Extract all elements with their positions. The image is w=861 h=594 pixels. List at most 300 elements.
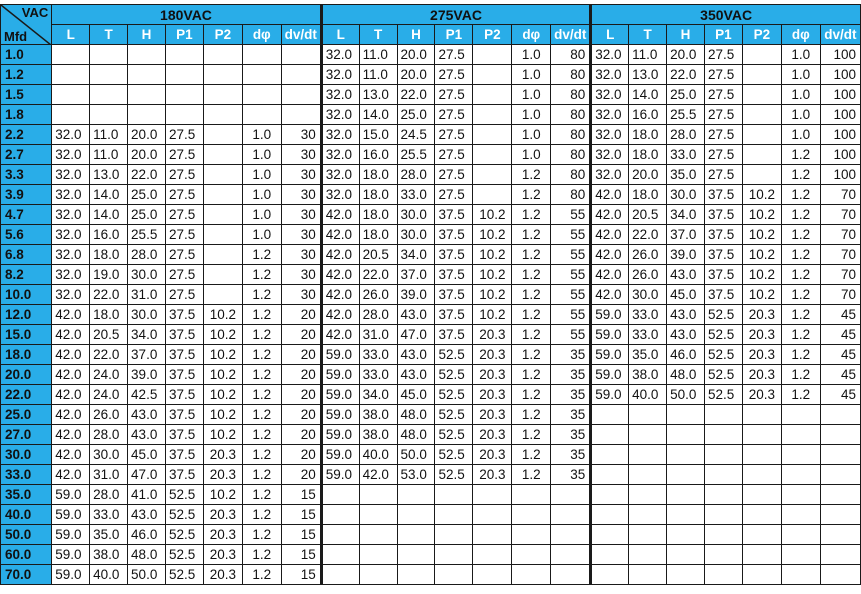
cell-v350-0: 32.0 xyxy=(591,45,629,65)
cell-v180-2: 50.0 xyxy=(128,565,166,585)
cell-v350-1 xyxy=(629,425,667,445)
cell-v275-6: 80 xyxy=(551,145,591,165)
cell-v350-2: 33.0 xyxy=(667,145,705,165)
cell-v180-4 xyxy=(203,185,242,205)
cell-v275-6 xyxy=(551,545,591,565)
cell-v180-2: 22.0 xyxy=(128,165,166,185)
cell-v275-6 xyxy=(551,565,591,585)
cell-v180-4: 10.2 xyxy=(203,325,242,345)
cell-v180-1: 33.0 xyxy=(90,505,128,525)
mfd-value: 50.0 xyxy=(1,525,52,545)
cell-v275-2: 30.0 xyxy=(397,225,435,245)
cell-v275-2: 37.0 xyxy=(397,265,435,285)
cell-v180-2: 43.0 xyxy=(128,425,166,445)
cell-v275-0: 32.0 xyxy=(321,185,359,205)
cell-v180-5: 1.2 xyxy=(242,445,281,465)
cell-v350-2: 28.0 xyxy=(667,125,705,145)
cell-v275-0 xyxy=(321,505,359,525)
cell-v275-4: 20.3 xyxy=(473,325,512,345)
cell-v350-1 xyxy=(629,565,667,585)
cell-v275-5: 1.2 xyxy=(512,345,551,365)
table-row xyxy=(1,225,861,245)
cell-v275-5: 1.2 xyxy=(512,425,551,445)
mfd-value: 6.8 xyxy=(1,245,52,265)
cell-v180-5: 1.0 xyxy=(242,145,281,165)
cell-v180-6: 20 xyxy=(281,425,321,445)
mfd-value: 12.0 xyxy=(1,305,52,325)
cell-v350-4: 10.2 xyxy=(742,185,781,205)
cell-v350-6 xyxy=(820,485,860,505)
table-row xyxy=(1,385,861,405)
cell-v350-3 xyxy=(704,505,742,525)
column-header-180vac-0: L xyxy=(52,25,90,45)
cell-v275-0: 59.0 xyxy=(321,345,359,365)
table-row xyxy=(1,145,861,165)
cell-v350-0: 59.0 xyxy=(591,345,629,365)
cell-v275-2: 53.0 xyxy=(397,465,435,485)
cell-v180-6: 30 xyxy=(281,165,321,185)
cell-v180-3: 52.5 xyxy=(165,485,203,505)
cell-v180-2: 25.5 xyxy=(128,225,166,245)
cell-v350-6: 45 xyxy=(820,305,860,325)
cell-v180-4: 10.2 xyxy=(203,425,242,445)
cell-v275-3 xyxy=(435,505,473,525)
cell-v275-5: 1.0 xyxy=(512,65,551,85)
cell-v350-0 xyxy=(591,425,629,445)
cell-v275-3: 37.5 xyxy=(435,225,473,245)
cell-v180-1: 20.5 xyxy=(90,325,128,345)
cell-v350-0 xyxy=(591,465,629,485)
cell-v180-3: 37.5 xyxy=(165,425,203,445)
column-header-180vac-2: H xyxy=(128,25,166,45)
cell-v180-3: 37.5 xyxy=(165,365,203,385)
corner-cell xyxy=(1,5,52,45)
cell-v180-0: 32.0 xyxy=(52,265,90,285)
cell-v275-0: 32.0 xyxy=(321,105,359,125)
cell-v350-1: 38.0 xyxy=(629,365,667,385)
cell-v350-0 xyxy=(591,545,629,565)
cell-v180-6: 20 xyxy=(281,325,321,345)
cell-v180-4 xyxy=(203,225,242,245)
cell-v275-4 xyxy=(473,565,512,585)
cell-v350-6: 70 xyxy=(820,245,860,265)
cell-v180-6: 15 xyxy=(281,545,321,565)
cell-v350-0 xyxy=(591,405,629,425)
cell-v275-1 xyxy=(359,525,397,545)
cell-v275-0: 42.0 xyxy=(321,205,359,225)
table-body xyxy=(1,45,861,585)
cell-v350-4 xyxy=(742,445,781,465)
cell-v180-0: 42.0 xyxy=(52,465,90,485)
cell-v180-0: 32.0 xyxy=(52,145,90,165)
cell-v180-0: 42.0 xyxy=(52,305,90,325)
cell-v350-3: 27.5 xyxy=(704,45,742,65)
cell-v350-3: 27.5 xyxy=(704,85,742,105)
cell-v275-5: 1.2 xyxy=(512,205,551,225)
cell-v180-2: 41.0 xyxy=(128,485,166,505)
cell-v180-4 xyxy=(203,65,242,85)
cell-v180-3: 52.5 xyxy=(165,565,203,585)
cell-v350-2: 30.0 xyxy=(667,185,705,205)
column-header-275vac-6: dv/dt xyxy=(551,25,591,45)
cell-v275-5: 1.2 xyxy=(512,305,551,325)
cell-v275-3: 37.5 xyxy=(435,305,473,325)
table-row xyxy=(1,85,861,105)
cell-v180-2: 43.0 xyxy=(128,505,166,525)
cell-v350-3 xyxy=(704,525,742,545)
cell-v275-0: 32.0 xyxy=(321,145,359,165)
cell-v350-5: 1.0 xyxy=(781,105,820,125)
cell-v275-2: 50.0 xyxy=(397,445,435,465)
cell-v350-1 xyxy=(629,505,667,525)
cell-v350-5 xyxy=(781,565,820,585)
cell-v180-3 xyxy=(165,85,203,105)
cell-v350-1: 16.0 xyxy=(629,105,667,125)
cell-v350-6: 70 xyxy=(820,205,860,225)
table-row xyxy=(1,285,861,305)
cell-v275-4 xyxy=(473,85,512,105)
cell-v180-2: 47.0 xyxy=(128,465,166,485)
cell-v350-0: 42.0 xyxy=(591,245,629,265)
table-row xyxy=(1,365,861,385)
cell-v180-0 xyxy=(52,105,90,125)
cell-v180-6: 15 xyxy=(281,505,321,525)
cell-v180-5: 1.2 xyxy=(242,265,281,285)
column-header-180vac-5: dφ xyxy=(242,25,281,45)
cell-v350-2: 25.5 xyxy=(667,105,705,125)
cell-v350-6: 100 xyxy=(820,65,860,85)
cell-v350-1: 35.0 xyxy=(629,345,667,365)
cell-v350-4 xyxy=(742,125,781,145)
table-row xyxy=(1,345,861,365)
cell-v275-1: 40.0 xyxy=(359,445,397,465)
cell-v275-3: 27.5 xyxy=(435,105,473,125)
cell-v180-6: 30 xyxy=(281,265,321,285)
cell-v350-1 xyxy=(629,465,667,485)
table-row xyxy=(1,125,861,145)
cell-v350-0 xyxy=(591,525,629,545)
cell-v180-6: 30 xyxy=(281,245,321,265)
mfd-value: 4.7 xyxy=(1,205,52,225)
cell-v350-4 xyxy=(742,65,781,85)
cell-v350-4: 10.2 xyxy=(742,245,781,265)
cell-v275-3: 27.5 xyxy=(435,185,473,205)
column-header-180vac-6: dv/dt xyxy=(281,25,321,45)
cell-v350-2 xyxy=(667,545,705,565)
table-row xyxy=(1,265,861,285)
cell-v275-2 xyxy=(397,505,435,525)
cell-v275-6: 35 xyxy=(551,425,591,445)
cell-v180-4: 20.3 xyxy=(203,525,242,545)
cell-v275-5: 1.2 xyxy=(512,265,551,285)
cell-v180-1: 26.0 xyxy=(90,405,128,425)
cell-v275-2: 43.0 xyxy=(397,305,435,325)
cell-v350-3 xyxy=(704,405,742,425)
cell-v350-4 xyxy=(742,425,781,445)
cell-v350-2: 43.0 xyxy=(667,265,705,285)
cell-v350-1 xyxy=(629,445,667,465)
cell-v275-5 xyxy=(512,525,551,545)
cell-v275-1 xyxy=(359,545,397,565)
cell-v275-6: 35 xyxy=(551,345,591,365)
cell-v275-0: 59.0 xyxy=(321,465,359,485)
cell-v350-3: 37.5 xyxy=(704,185,742,205)
cell-v180-2 xyxy=(128,105,166,125)
cell-v350-4: 10.2 xyxy=(742,205,781,225)
cell-v180-1: 22.0 xyxy=(90,285,128,305)
cell-v180-6: 15 xyxy=(281,525,321,545)
cell-v350-4 xyxy=(742,565,781,585)
cell-v180-0: 42.0 xyxy=(52,365,90,385)
cell-v180-1: 31.0 xyxy=(90,465,128,485)
cell-v275-1: 38.0 xyxy=(359,425,397,445)
cell-v275-4 xyxy=(473,185,512,205)
cell-v275-3: 27.5 xyxy=(435,145,473,165)
cell-v350-1: 33.0 xyxy=(629,305,667,325)
cell-v275-3: 52.5 xyxy=(435,445,473,465)
cell-v180-0: 42.0 xyxy=(52,405,90,425)
cell-v275-5: 1.2 xyxy=(512,365,551,385)
cell-v180-2: 39.0 xyxy=(128,365,166,385)
cell-v180-1: 24.0 xyxy=(90,385,128,405)
cell-v180-2: 46.0 xyxy=(128,525,166,545)
cell-v350-5: 1.2 xyxy=(781,245,820,265)
cell-v180-2: 25.0 xyxy=(128,205,166,225)
cell-v275-0 xyxy=(321,565,359,585)
cell-v180-0: 59.0 xyxy=(52,505,90,525)
cell-v275-0: 32.0 xyxy=(321,125,359,145)
cell-v275-4: 10.2 xyxy=(473,265,512,285)
cell-v275-0: 32.0 xyxy=(321,165,359,185)
cell-v350-1: 18.0 xyxy=(629,185,667,205)
mfd-value: 2.2 xyxy=(1,125,52,145)
cell-v180-5: 1.0 xyxy=(242,225,281,245)
cell-v350-1: 22.0 xyxy=(629,225,667,245)
cell-v180-6: 30 xyxy=(281,225,321,245)
cell-v275-6: 80 xyxy=(551,105,591,125)
cell-v180-1: 16.0 xyxy=(90,225,128,245)
cell-v180-5: 1.0 xyxy=(242,205,281,225)
cell-v275-0: 59.0 xyxy=(321,425,359,445)
cell-v180-2: 45.0 xyxy=(128,445,166,465)
cell-v350-1: 11.0 xyxy=(629,45,667,65)
cell-v275-2: 24.5 xyxy=(397,125,435,145)
cell-v275-1 xyxy=(359,485,397,505)
cell-v180-0: 32.0 xyxy=(52,165,90,185)
cell-v350-1: 40.0 xyxy=(629,385,667,405)
cell-v350-6: 70 xyxy=(820,265,860,285)
cell-v180-3: 52.5 xyxy=(165,525,203,545)
cell-v180-1: 38.0 xyxy=(90,545,128,565)
cell-v275-3 xyxy=(435,545,473,565)
cell-v275-5: 1.0 xyxy=(512,85,551,105)
cell-v275-4: 20.3 xyxy=(473,385,512,405)
cell-v180-4 xyxy=(203,265,242,285)
cell-v350-2: 43.0 xyxy=(667,305,705,325)
cell-v275-5 xyxy=(512,545,551,565)
cell-v350-6 xyxy=(820,405,860,425)
cell-v180-4 xyxy=(203,285,242,305)
cell-v275-6: 55 xyxy=(551,225,591,245)
cell-v350-0: 32.0 xyxy=(591,125,629,145)
cell-v275-6: 80 xyxy=(551,65,591,85)
mfd-value: 33.0 xyxy=(1,465,52,485)
cell-v350-4: 20.3 xyxy=(742,385,781,405)
cell-v350-5 xyxy=(781,405,820,425)
cell-v350-5 xyxy=(781,505,820,525)
cell-v350-2 xyxy=(667,425,705,445)
cell-v275-4: 20.3 xyxy=(473,345,512,365)
cell-v275-5: 1.0 xyxy=(512,145,551,165)
cell-v180-6: 30 xyxy=(281,185,321,205)
cell-v275-6 xyxy=(551,485,591,505)
cell-v275-0 xyxy=(321,545,359,565)
column-header-275vac-1: T xyxy=(359,25,397,45)
column-header-350vac-5: dφ xyxy=(781,25,820,45)
cell-v180-2: 34.0 xyxy=(128,325,166,345)
cell-v180-3: 37.5 xyxy=(165,445,203,465)
cell-v275-6: 80 xyxy=(551,185,591,205)
cell-v350-5 xyxy=(781,445,820,465)
cell-v275-0: 42.0 xyxy=(321,225,359,245)
mfd-value: 1.8 xyxy=(1,105,52,125)
mfd-value: 40.0 xyxy=(1,505,52,525)
cell-v275-5 xyxy=(512,565,551,585)
table-row xyxy=(1,525,861,545)
group-header-275vac: 275VAC xyxy=(321,5,591,25)
cell-v350-5 xyxy=(781,485,820,505)
cell-v275-5: 1.2 xyxy=(512,285,551,305)
cell-v180-1: 22.0 xyxy=(90,345,128,365)
cell-v275-4 xyxy=(473,145,512,165)
cell-v350-1: 18.0 xyxy=(629,145,667,165)
cell-v350-4 xyxy=(742,85,781,105)
cell-v180-4: 10.2 xyxy=(203,405,242,425)
cell-v275-1: 22.0 xyxy=(359,265,397,285)
cell-v350-2 xyxy=(667,525,705,545)
cell-v275-5: 1.2 xyxy=(512,385,551,405)
cell-v275-1: 33.0 xyxy=(359,365,397,385)
cell-v180-3: 37.5 xyxy=(165,385,203,405)
cell-v275-6: 55 xyxy=(551,325,591,345)
cell-v275-0 xyxy=(321,485,359,505)
table-row xyxy=(1,185,861,205)
cell-v275-1: 16.0 xyxy=(359,145,397,165)
cell-v275-1: 18.0 xyxy=(359,165,397,185)
cell-v180-2: 37.0 xyxy=(128,345,166,365)
cell-v350-3: 27.5 xyxy=(704,165,742,185)
cell-v180-3: 27.5 xyxy=(165,265,203,285)
cell-v350-2 xyxy=(667,465,705,485)
cell-v350-6: 45 xyxy=(820,325,860,345)
cell-v180-3 xyxy=(165,65,203,85)
cell-v180-5: 1.2 xyxy=(242,385,281,405)
cell-v180-2: 30.0 xyxy=(128,265,166,285)
table-row xyxy=(1,165,861,185)
cell-v275-1: 18.0 xyxy=(359,205,397,225)
cell-v275-0: 42.0 xyxy=(321,285,359,305)
cell-v275-2: 43.0 xyxy=(397,345,435,365)
cell-v275-2 xyxy=(397,525,435,545)
cell-v275-4 xyxy=(473,165,512,185)
cell-v275-0: 42.0 xyxy=(321,325,359,345)
cell-v275-4 xyxy=(473,485,512,505)
cell-v350-2 xyxy=(667,485,705,505)
cell-v180-5: 1.2 xyxy=(242,345,281,365)
cell-v350-2: 43.0 xyxy=(667,325,705,345)
cell-v275-3: 52.5 xyxy=(435,405,473,425)
cell-v350-5: 1.0 xyxy=(781,85,820,105)
cell-v275-2 xyxy=(397,485,435,505)
cell-v180-6: 30 xyxy=(281,145,321,165)
cell-v180-5: 1.0 xyxy=(242,185,281,205)
cell-v350-3 xyxy=(704,485,742,505)
mfd-value: 25.0 xyxy=(1,405,52,425)
group-header-350vac: 350VAC xyxy=(591,5,861,25)
cell-v350-4 xyxy=(742,465,781,485)
cell-v350-5: 1.0 xyxy=(781,125,820,145)
cell-v275-6: 55 xyxy=(551,305,591,325)
cell-v180-1: 18.0 xyxy=(90,245,128,265)
mfd-value: 15.0 xyxy=(1,325,52,345)
cell-v275-1: 18.0 xyxy=(359,185,397,205)
cell-v180-6 xyxy=(281,85,321,105)
cell-v180-5: 1.2 xyxy=(242,525,281,545)
cell-v350-5 xyxy=(781,545,820,565)
mfd-value: 3.3 xyxy=(1,165,52,185)
cell-v180-4: 10.2 xyxy=(203,305,242,325)
cell-v275-3 xyxy=(435,485,473,505)
cell-v180-6: 20 xyxy=(281,305,321,325)
cell-v350-6: 45 xyxy=(820,365,860,385)
capacitor-spec-table xyxy=(0,4,861,585)
cell-v350-4 xyxy=(742,145,781,165)
cell-v180-6: 15 xyxy=(281,565,321,585)
cell-v180-4: 20.3 xyxy=(203,545,242,565)
cell-v350-0: 59.0 xyxy=(591,325,629,345)
cell-v275-4: 10.2 xyxy=(473,285,512,305)
cell-v180-5: 1.2 xyxy=(242,465,281,485)
cell-v350-3: 27.5 xyxy=(704,125,742,145)
cell-v350-5 xyxy=(781,525,820,545)
group-header-180vac: 180VAC xyxy=(52,5,322,25)
cell-v180-2: 42.5 xyxy=(128,385,166,405)
cell-v350-3: 27.5 xyxy=(704,105,742,125)
table-row xyxy=(1,325,861,345)
cell-v350-5: 1.2 xyxy=(781,185,820,205)
cell-v350-1: 20.5 xyxy=(629,205,667,225)
cell-v350-4 xyxy=(742,45,781,65)
cell-v275-3: 52.5 xyxy=(435,465,473,485)
cell-v350-4: 20.3 xyxy=(742,305,781,325)
cell-v180-4 xyxy=(203,105,242,125)
cell-v275-3: 37.5 xyxy=(435,205,473,225)
cell-v275-0: 59.0 xyxy=(321,405,359,425)
cell-v180-3: 37.5 xyxy=(165,345,203,365)
cell-v350-4 xyxy=(742,105,781,125)
cell-v180-4: 10.2 xyxy=(203,485,242,505)
cell-v350-1 xyxy=(629,485,667,505)
cell-v275-3: 37.5 xyxy=(435,245,473,265)
cell-v180-0: 59.0 xyxy=(52,565,90,585)
cell-v275-3: 52.5 xyxy=(435,345,473,365)
cell-v350-5: 1.2 xyxy=(781,365,820,385)
mfd-value: 22.0 xyxy=(1,385,52,405)
cell-v180-5: 1.2 xyxy=(242,505,281,525)
cell-v350-0: 59.0 xyxy=(591,365,629,385)
cell-v275-4: 20.3 xyxy=(473,465,512,485)
cell-v180-0 xyxy=(52,45,90,65)
